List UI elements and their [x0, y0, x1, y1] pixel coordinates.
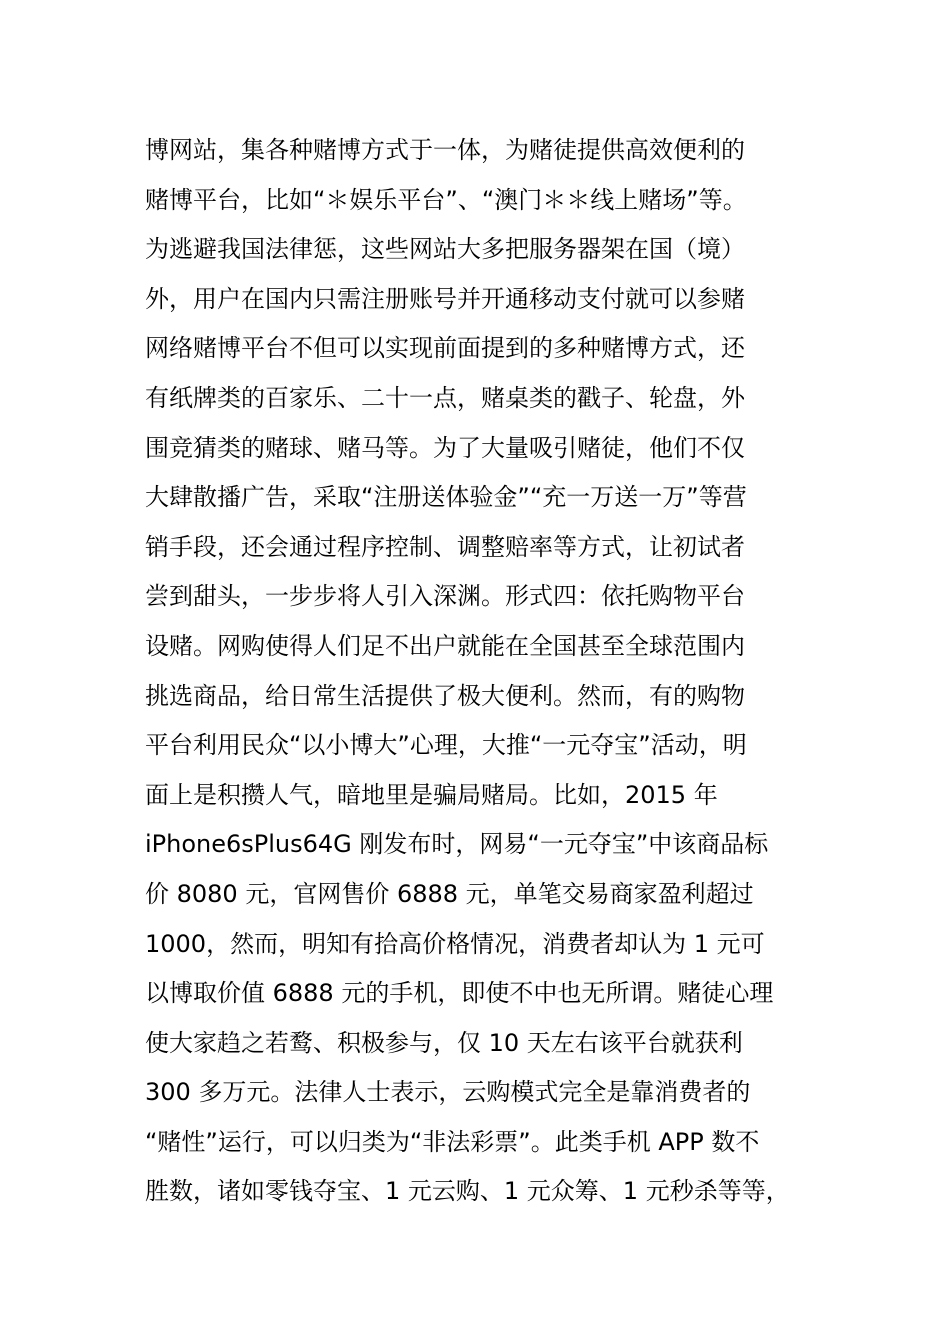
text-line: 赌博平台，比如“＊娱乐平台”、“澳门＊＊线上赌场”等。	[145, 185, 747, 214]
text-line: 面上是积攒人气，暗地里是骗局赌局。比如，2015 年	[145, 780, 718, 809]
text-line: 博网站，集各种赌博方式于一体，为赌徒提供高效便利的	[145, 136, 745, 164]
text-line: 网络赌博平台不但可以实现前面提到的多种赌博方式，还	[145, 334, 745, 363]
text-line: 使大家趋之若鹜、积极参与，仅 10 天左右该平台就获利	[145, 1028, 743, 1057]
text-line: “赌性”运行，可以归类为“非法彩票”。此类手机 APP 数不	[145, 1127, 760, 1156]
text-line: iPhone6sPlus64G 刚发布时，网易“一元夺宝”中该商品标	[145, 830, 769, 859]
text-line: 胜数，诸如零钱夺宝、1 元云购、1 元众筹、1 元秒杀等等，	[145, 1177, 790, 1206]
text-line: 有纸牌类的百家乐、二十一点，赌桌类的戳子、轮盘，外	[145, 383, 745, 412]
text-line: 挑选商品，给日常生活提供了极大便利。然而，有的购物	[145, 681, 745, 710]
text-line: 销手段，还会通过程序控制、调整赔率等方式，让初试者	[145, 532, 745, 561]
text-line: 外，用户在国内只需注册账号并开通移动支付就可以参赌	[145, 284, 745, 313]
text-line: 为逃避我国法律惩，这些网站大多把服务器架在国（境）	[145, 235, 745, 264]
text-line: 尝到甜头，一步步将人引入深渊。形式四：依托购物平台	[145, 582, 745, 611]
body-text	[145, 126, 815, 1217]
text-line: 1000，然而，明知有拾高价格情况，消费者却认为 1 元可	[145, 929, 765, 958]
text-line: 以博取价值 6888 元的手机，即使不中也无所谓。赌徒心理	[145, 979, 774, 1008]
text-line: 大肆散播广告，采取“注册送体验金”“充一万送一万”等营	[145, 483, 747, 512]
text-line: 围竞猜类的赌球、赌马等。为了大量吸引赌徒，他们不仅	[145, 433, 745, 462]
text-line: 平台利用民众“以小博大”心理，大推“一元夺宝”活动，明	[145, 731, 747, 760]
text-line: 价 8080 元，官网售价 6888 元，单笔交易商家盈利超过	[145, 879, 754, 908]
text-line: 300 多万元。法律人士表示，云购模式完全是靠消费者的	[145, 1078, 751, 1107]
text-line: 设赌。网购使得人们足不出户就能在全国甚至全球范围内	[145, 631, 745, 660]
